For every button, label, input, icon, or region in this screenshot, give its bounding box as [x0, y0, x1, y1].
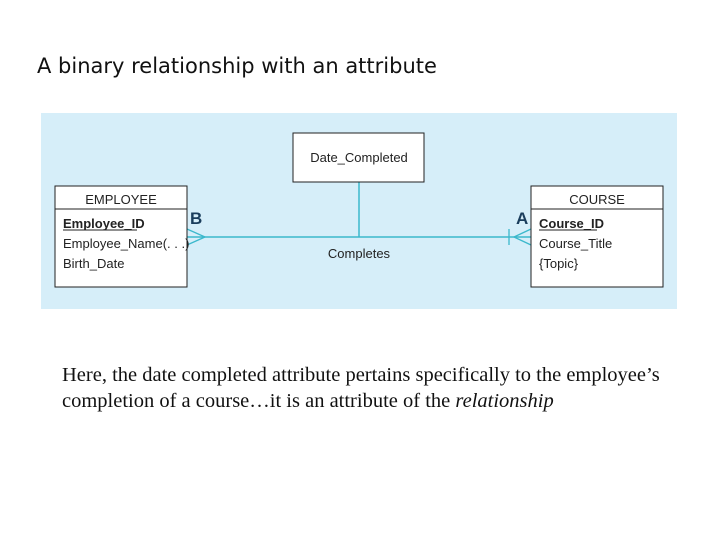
caption-body: Here, the date completed attribute pertains specifically to the employee’s completion of a course…it is an attribute of the	[62, 364, 660, 412]
relationship-attribute-box	[293, 133, 424, 182]
caption-text	[62, 362, 682, 414]
relationship-name-label: Completes	[327, 246, 391, 261]
birth-date-attribute: Birth_Date	[63, 256, 125, 271]
course-entity-name: COURSE	[569, 192, 625, 207]
employee-entity-box	[55, 186, 189, 287]
caption-emphasis: relationship	[455, 390, 554, 412]
topic-attribute: {Topic}	[539, 256, 579, 271]
employee-entity-name: EMPLOYEE	[85, 192, 157, 207]
right-cardinality-marker: A	[516, 209, 529, 228]
course-title-attribute: Course_Title	[539, 236, 613, 251]
slide-title: A binary relationship with an attribute	[37, 54, 437, 78]
relationship-attribute-label: Date_Completed	[310, 150, 408, 165]
employee-id-attribute: Employee_ID	[63, 216, 145, 231]
course-id-attribute: Course_ID	[539, 216, 605, 231]
employee-name-attribute: Employee_Name(. . .)	[63, 236, 190, 251]
left-cardinality-marker: B	[190, 209, 203, 228]
course-entity-box	[531, 186, 663, 287]
